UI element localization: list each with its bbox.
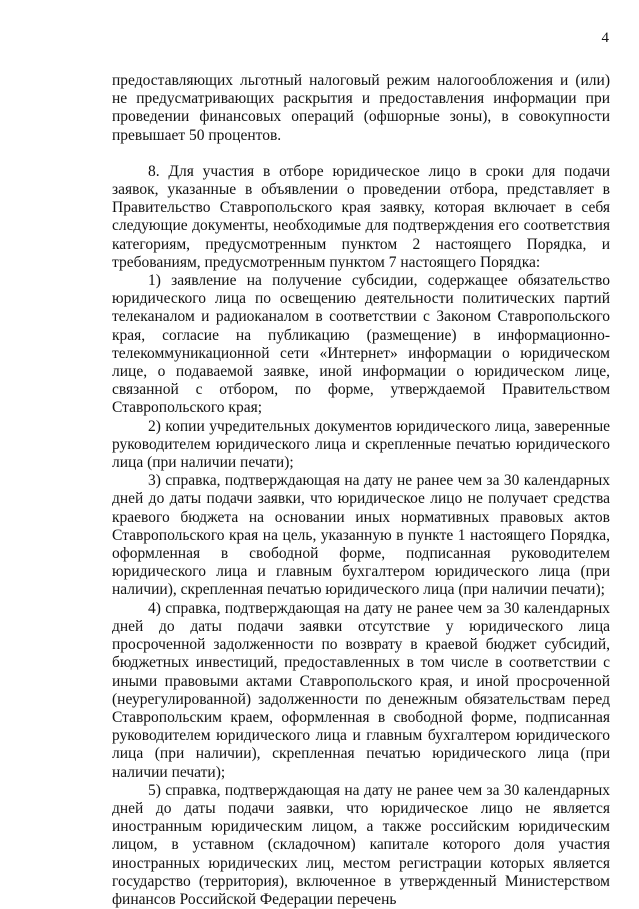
page-number: 4 xyxy=(601,30,609,46)
document-body xyxy=(112,72,610,909)
paragraph-item-8: 8. Для участия в отборе юридическое лицо в сроки для подачи заявок, указанные в объявлении о проведении отбора, представляет в Правительство Ставропольского края заявку, которая включает в себя следующие документы, необходимые для подтверждения его соответствия категориям, предусмотренным пунктом 2 настоящего Порядка, и требованиям, предусмотренным пунктом 7 настоящего Порядка: xyxy=(112,162,610,271)
paragraph-subitem-4: 4) справка, подтверждающая на дату не ранее чем за 30 календарных дней до даты подачи заявки отсутствие у юридического лица просроченной задолженности по возврату в краевой бюджет субсидий, бюджетных инвестиций, предоставленных в том числе в соответствии с иными правовыми актами Ставропольского края, и иной просроченной (неурегулированной) задолженности по денежным обязательствам перед Ставропольским краем, оформленная в свободной форме, подписанная руководителем юридического лица и главным бухгалтером юридического лица (при наличии), скрепленная печатью юридического лица (при наличии печати); xyxy=(112,599,610,781)
paragraph-subitem-1: 1) заявление на получение субсидии, содержащее обязательство юридического лица по освещению деятельности политических партий телеканалом и радиоканалом в соответствии с Законом Ставропольского края, согласие на публикацию (размещение) в информационно-телекоммуникационной сети «Интернет» информации о юридическом лице, о подаваемой заявке, иной информации о юридическом лице, связанной с отбором, по форме, утверждаемой Правительством Ставропольского края; xyxy=(112,272,610,417)
paragraph-subitem-5: 5) справка, подтверждающая на дату не ранее чем за 30 календарных дней до даты подачи заявки, что юридическое лицо не является иностранным юридическим лицом, а также российским юридическим лицом, в уставном (складочном) капитале которого доля участия иностранных юридических лиц, местом регистрации которых является государство (территория), включенное в утвержденный Министерством финансов Российской Федерации перечень xyxy=(112,781,610,908)
paragraph-continuation: предоставляющих льготный налоговый режим налогообложения и (или) не предусматривающих раскрытия и предоставления информации при проведении финансовых операций (офшорные зоны), в совокупности превышает 50 процентов. xyxy=(112,72,610,144)
paragraph-subitem-2: 2) копии учредительных документов юридического лица, заверенные руководителем юридического лица и скрепленные печатью юридического лица (при наличии печати); xyxy=(112,417,610,472)
paragraph-subitem-3: 3) справка, подтверждающая на дату не ранее чем за 30 календарных дней до даты подачи заявки, что юридическое лицо не получает средства краевого бюджета на основании иных нормативных правовых актов Ставропольского края на цель, указанную в пункте 1 настоящего Порядка, оформленная в свободной форме, подписанная руководителем юридического лица и главным бухгалтером юридического лица (при наличии), скрепленная печатью юридического лица (при наличии печати); xyxy=(112,472,610,599)
